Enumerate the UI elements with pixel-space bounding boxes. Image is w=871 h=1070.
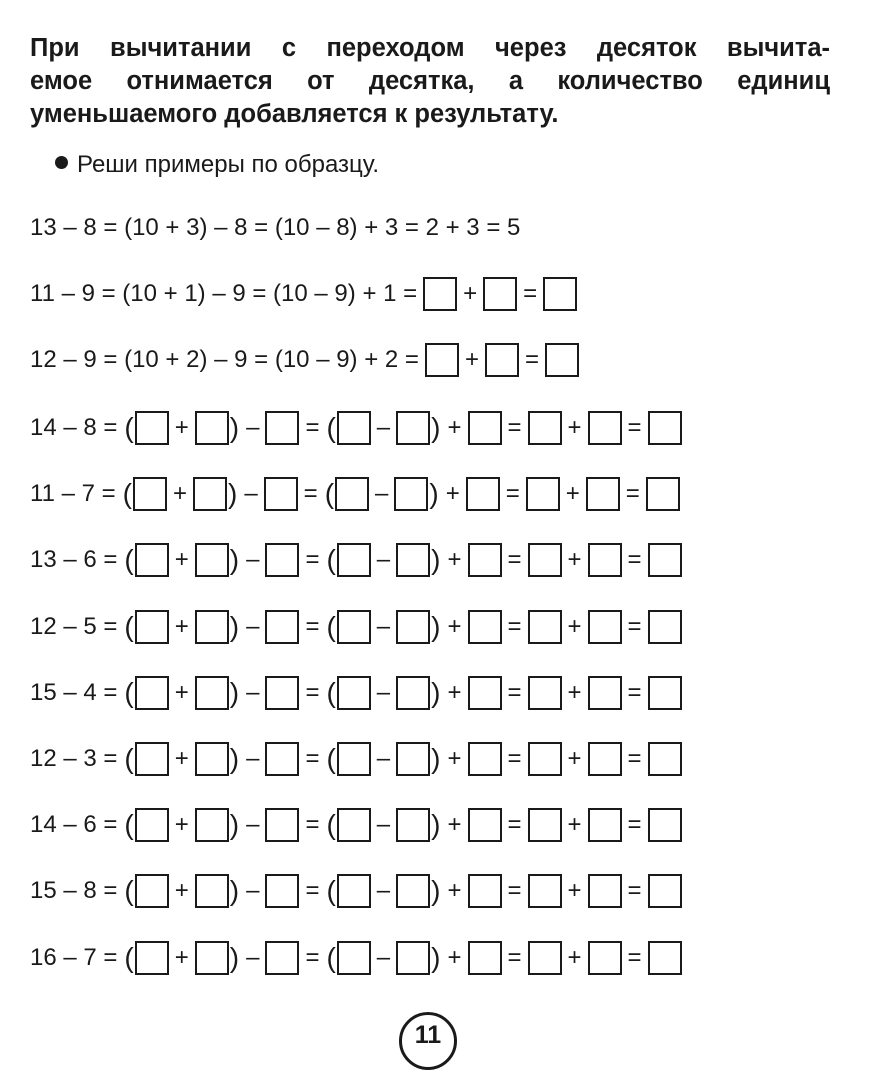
answer-box[interactable] <box>646 477 680 511</box>
answer-box[interactable] <box>337 808 371 842</box>
answer-box[interactable] <box>195 610 229 644</box>
answer-box[interactable] <box>265 610 299 644</box>
answer-box[interactable] <box>337 941 371 975</box>
minus-sign: – <box>246 877 260 905</box>
open-paren: ( <box>324 478 335 510</box>
exercise-expression: 14 – 6 = <box>30 811 118 839</box>
plus-sign: + <box>565 480 580 508</box>
minus-sign: – <box>376 414 391 441</box>
answer-box[interactable] <box>265 742 299 776</box>
equals-sign: = <box>507 678 522 706</box>
exercise-row <box>30 540 682 580</box>
plus-sign: + <box>567 612 582 640</box>
plus-sign: + <box>174 414 189 441</box>
open-paren: ( <box>326 875 336 907</box>
example-row <box>30 208 520 248</box>
answer-box[interactable] <box>528 941 562 975</box>
exercise-expression: 13 – 6 = <box>30 546 118 574</box>
exercise-row <box>30 408 682 448</box>
minus-sign: – <box>246 678 260 706</box>
plus-sign: + <box>174 678 189 706</box>
answer-box[interactable] <box>468 543 502 577</box>
exercise-row <box>30 673 682 713</box>
answer-box[interactable] <box>337 874 371 908</box>
equals-sign: = <box>305 612 320 640</box>
minus-sign: – <box>246 414 260 441</box>
answer-box[interactable] <box>425 343 459 377</box>
answer-box[interactable] <box>528 411 562 445</box>
minus-sign: – <box>246 811 260 839</box>
answer-box[interactable] <box>135 874 169 908</box>
close-paren: ) <box>431 610 441 642</box>
equals-sign: = <box>507 877 522 905</box>
open-paren: ( <box>124 676 134 708</box>
answer-box[interactable] <box>648 742 682 776</box>
answer-box[interactable] <box>648 610 682 644</box>
answer-box[interactable] <box>468 676 502 710</box>
close-paren: ) <box>431 412 441 443</box>
plus-sign: + <box>447 745 462 772</box>
rule-line-3: уменьшаемого добавляется к результату. <box>30 100 559 128</box>
minus-sign: – <box>376 546 391 574</box>
answer-box[interactable] <box>135 676 169 710</box>
answer-box[interactable] <box>588 543 622 577</box>
plus-sign: + <box>174 546 189 574</box>
close-paren: ) <box>229 941 240 973</box>
answer-box[interactable] <box>588 411 622 445</box>
rule-text <box>30 32 830 131</box>
equals-sign: = <box>627 943 642 971</box>
close-paren: ) <box>229 610 240 642</box>
equals-sign: = <box>627 877 642 905</box>
equals-sign: = <box>505 480 520 508</box>
close-paren: ) <box>229 412 240 443</box>
exercise-expression: 15 – 8 = <box>30 877 118 905</box>
equals-sign: = <box>305 414 320 441</box>
plus-sign: + <box>567 546 582 574</box>
answer-box[interactable] <box>648 411 682 445</box>
answer-box[interactable] <box>265 941 299 975</box>
answer-box[interactable] <box>337 742 371 776</box>
answer-box[interactable] <box>588 610 622 644</box>
close-paren: ) <box>229 676 240 708</box>
answer-box[interactable] <box>394 477 428 511</box>
answer-box[interactable] <box>135 941 169 975</box>
answer-box[interactable] <box>135 543 169 577</box>
answer-box[interactable] <box>135 411 169 445</box>
equals-sign: = <box>627 745 642 772</box>
plus-sign: + <box>174 877 189 905</box>
answer-box[interactable] <box>528 543 562 577</box>
answer-box[interactable] <box>193 477 227 511</box>
minus-sign: – <box>244 480 258 508</box>
answer-box[interactable] <box>648 808 682 842</box>
exercise-expression: 16 – 7 = <box>30 943 118 971</box>
equals-sign: = <box>305 678 320 706</box>
equals-sign: = <box>627 414 642 441</box>
page-number: 11 <box>399 1012 457 1070</box>
equals-sign: = <box>303 480 318 508</box>
plus-sign: + <box>172 480 187 508</box>
answer-box[interactable] <box>468 941 502 975</box>
answer-box[interactable] <box>133 477 167 511</box>
answer-box[interactable] <box>135 610 169 644</box>
close-paren: ) <box>431 544 441 576</box>
open-paren: ( <box>326 809 336 841</box>
plus-sign: + <box>447 811 462 839</box>
minus-sign: – <box>246 745 260 772</box>
plus-sign: + <box>463 280 478 307</box>
open-paren: ( <box>124 875 134 907</box>
answer-box[interactable] <box>337 676 371 710</box>
equals-sign: = <box>507 546 522 574</box>
bullet-icon <box>55 156 68 169</box>
answer-box[interactable] <box>483 277 517 311</box>
equals-sign: = <box>627 678 642 706</box>
plus-sign: + <box>567 811 582 839</box>
close-paren: ) <box>429 478 439 510</box>
answer-box[interactable] <box>396 610 430 644</box>
answer-box[interactable] <box>468 742 502 776</box>
equals-sign: = <box>627 546 642 574</box>
answer-box[interactable] <box>195 941 229 975</box>
minus-sign: – <box>246 943 260 971</box>
minus-sign: – <box>376 678 391 706</box>
answer-box[interactable] <box>648 543 682 577</box>
plus-sign: + <box>567 943 582 971</box>
exercise-row <box>30 607 682 647</box>
plus-sign: + <box>567 678 582 706</box>
equals-sign: = <box>305 877 320 905</box>
answer-box[interactable] <box>648 676 682 710</box>
partial-equation: 11 – 9 = (10 + 1) – 9 = (10 – 9) + 1 = <box>30 280 418 307</box>
answer-box[interactable] <box>528 808 562 842</box>
answer-box[interactable] <box>195 411 229 445</box>
open-paren: ( <box>326 676 336 708</box>
answer-box[interactable] <box>265 808 299 842</box>
answer-box[interactable] <box>396 874 430 908</box>
plus-sign: + <box>447 612 462 640</box>
exercise-expression: 15 – 4 = <box>30 678 118 706</box>
answer-box[interactable] <box>468 874 502 908</box>
equals-sign: = <box>305 745 320 772</box>
answer-box[interactable] <box>468 411 502 445</box>
example-equation: 13 – 8 = (10 + 3) – 8 = (10 – 8) + 3 = 2 + 3 = 5 <box>30 214 521 241</box>
answer-box[interactable] <box>396 411 430 445</box>
open-paren: ( <box>326 412 336 443</box>
answer-box[interactable] <box>195 874 229 908</box>
plus-sign: + <box>447 943 462 971</box>
task-text: Реши примеры по образцу. <box>77 151 380 178</box>
equals-sign: = <box>305 943 320 971</box>
answer-box[interactable] <box>337 610 371 644</box>
close-paren: ) <box>431 809 441 841</box>
equals-sign: = <box>627 811 642 839</box>
close-paren: ) <box>229 544 240 576</box>
answer-box[interactable] <box>528 676 562 710</box>
open-paren: ( <box>326 610 336 642</box>
answer-box[interactable] <box>528 874 562 908</box>
answer-box[interactable] <box>195 808 229 842</box>
minus-sign: – <box>376 943 391 971</box>
answer-box[interactable] <box>588 874 622 908</box>
close-paren: ) <box>229 743 240 774</box>
plus-sign: + <box>447 546 462 574</box>
answer-box[interactable] <box>545 343 579 377</box>
open-paren: ( <box>124 610 134 642</box>
answer-box[interactable] <box>265 874 299 908</box>
answer-box[interactable] <box>543 277 577 311</box>
answer-box[interactable] <box>588 742 622 776</box>
equals-sign: = <box>507 612 522 640</box>
open-paren: ( <box>124 941 134 973</box>
plus-sign: + <box>567 745 582 772</box>
open-paren: ( <box>124 743 134 774</box>
equals-sign: = <box>627 612 642 640</box>
answer-box[interactable] <box>648 941 682 975</box>
minus-sign: – <box>376 811 391 839</box>
plus-sign: + <box>567 877 582 905</box>
answer-box[interactable] <box>265 676 299 710</box>
minus-sign: – <box>376 612 391 640</box>
rule-line-1: При вычитании с переходом через десяток вычита- <box>30 34 830 62</box>
close-paren: ) <box>431 743 441 774</box>
minus-sign: – <box>376 745 391 772</box>
answer-box[interactable] <box>586 477 620 511</box>
equals-sign: = <box>507 811 522 839</box>
answer-box[interactable] <box>135 742 169 776</box>
answer-box[interactable] <box>588 676 622 710</box>
minus-sign: – <box>375 480 389 508</box>
plus-sign: + <box>174 943 189 971</box>
equals-sign: = <box>524 346 539 373</box>
answer-box[interactable] <box>135 808 169 842</box>
close-paren: ) <box>431 941 441 973</box>
exercise-row <box>30 938 682 978</box>
plus-sign: + <box>447 414 462 441</box>
answer-box[interactable] <box>396 676 430 710</box>
equals-sign: = <box>507 414 522 441</box>
open-paren: ( <box>326 743 336 774</box>
answer-box[interactable] <box>588 941 622 975</box>
answer-box[interactable] <box>396 543 430 577</box>
answer-box[interactable] <box>195 543 229 577</box>
open-paren: ( <box>124 412 134 443</box>
open-paren: ( <box>124 544 134 576</box>
plus-sign: + <box>445 480 460 508</box>
plus-sign: + <box>174 612 189 640</box>
answer-box[interactable] <box>337 411 371 445</box>
exercise-expression: 11 – 7 = <box>30 480 116 508</box>
answer-box[interactable] <box>195 742 229 776</box>
answer-box[interactable] <box>396 808 430 842</box>
partial-example-row <box>30 340 579 380</box>
equals-sign: = <box>507 943 522 971</box>
plus-sign: + <box>567 414 582 441</box>
equals-sign: = <box>625 480 640 508</box>
answer-box[interactable] <box>264 477 298 511</box>
open-paren: ( <box>326 544 336 576</box>
exercise-row <box>30 739 682 779</box>
minus-sign: – <box>246 612 260 640</box>
plus-sign: + <box>174 811 189 839</box>
answer-box[interactable] <box>423 277 457 311</box>
exercise-row <box>30 805 682 845</box>
close-paren: ) <box>431 676 441 708</box>
answer-box[interactable] <box>466 477 500 511</box>
answer-box[interactable] <box>335 477 369 511</box>
answer-box[interactable] <box>588 808 622 842</box>
exercise-row <box>30 474 680 514</box>
answer-box[interactable] <box>396 742 430 776</box>
task-instruction <box>55 150 379 180</box>
plus-sign: + <box>447 877 462 905</box>
equals-sign: = <box>305 546 320 574</box>
exercise-expression: 14 – 8 = <box>30 414 118 441</box>
minus-sign: – <box>376 877 391 905</box>
equals-sign: = <box>523 280 538 307</box>
answer-box[interactable] <box>468 808 502 842</box>
answer-box[interactable] <box>265 411 299 445</box>
plus-sign: + <box>464 346 479 373</box>
plus-sign: + <box>174 745 189 772</box>
exercise-expression: 12 – 3 = <box>30 745 118 772</box>
close-paren: ) <box>229 875 240 907</box>
answer-box[interactable] <box>195 676 229 710</box>
open-paren: ( <box>124 809 134 841</box>
answer-box[interactable] <box>396 941 430 975</box>
close-paren: ) <box>227 478 238 510</box>
close-paren: ) <box>431 875 441 907</box>
partial-equation: 12 – 9 = (10 + 2) – 9 = (10 – 9) + 2 = <box>30 346 419 373</box>
close-paren: ) <box>229 809 240 841</box>
equals-sign: = <box>305 811 320 839</box>
answer-box[interactable] <box>648 874 682 908</box>
minus-sign: – <box>246 546 260 574</box>
rule-line-2: емое отнимается от десятка, а количество единиц <box>30 67 830 95</box>
open-paren: ( <box>326 941 336 973</box>
plus-sign: + <box>447 678 462 706</box>
answer-box[interactable] <box>526 477 560 511</box>
answer-box[interactable] <box>528 610 562 644</box>
exercise-row <box>30 871 682 911</box>
answer-box[interactable] <box>265 543 299 577</box>
open-paren: ( <box>122 478 132 510</box>
partial-example-row <box>30 274 577 314</box>
answer-box[interactable] <box>337 543 371 577</box>
answer-box[interactable] <box>485 343 519 377</box>
answer-box[interactable] <box>528 742 562 776</box>
answer-box[interactable] <box>468 610 502 644</box>
exercise-expression: 12 – 5 = <box>30 612 118 640</box>
equals-sign: = <box>507 745 522 772</box>
